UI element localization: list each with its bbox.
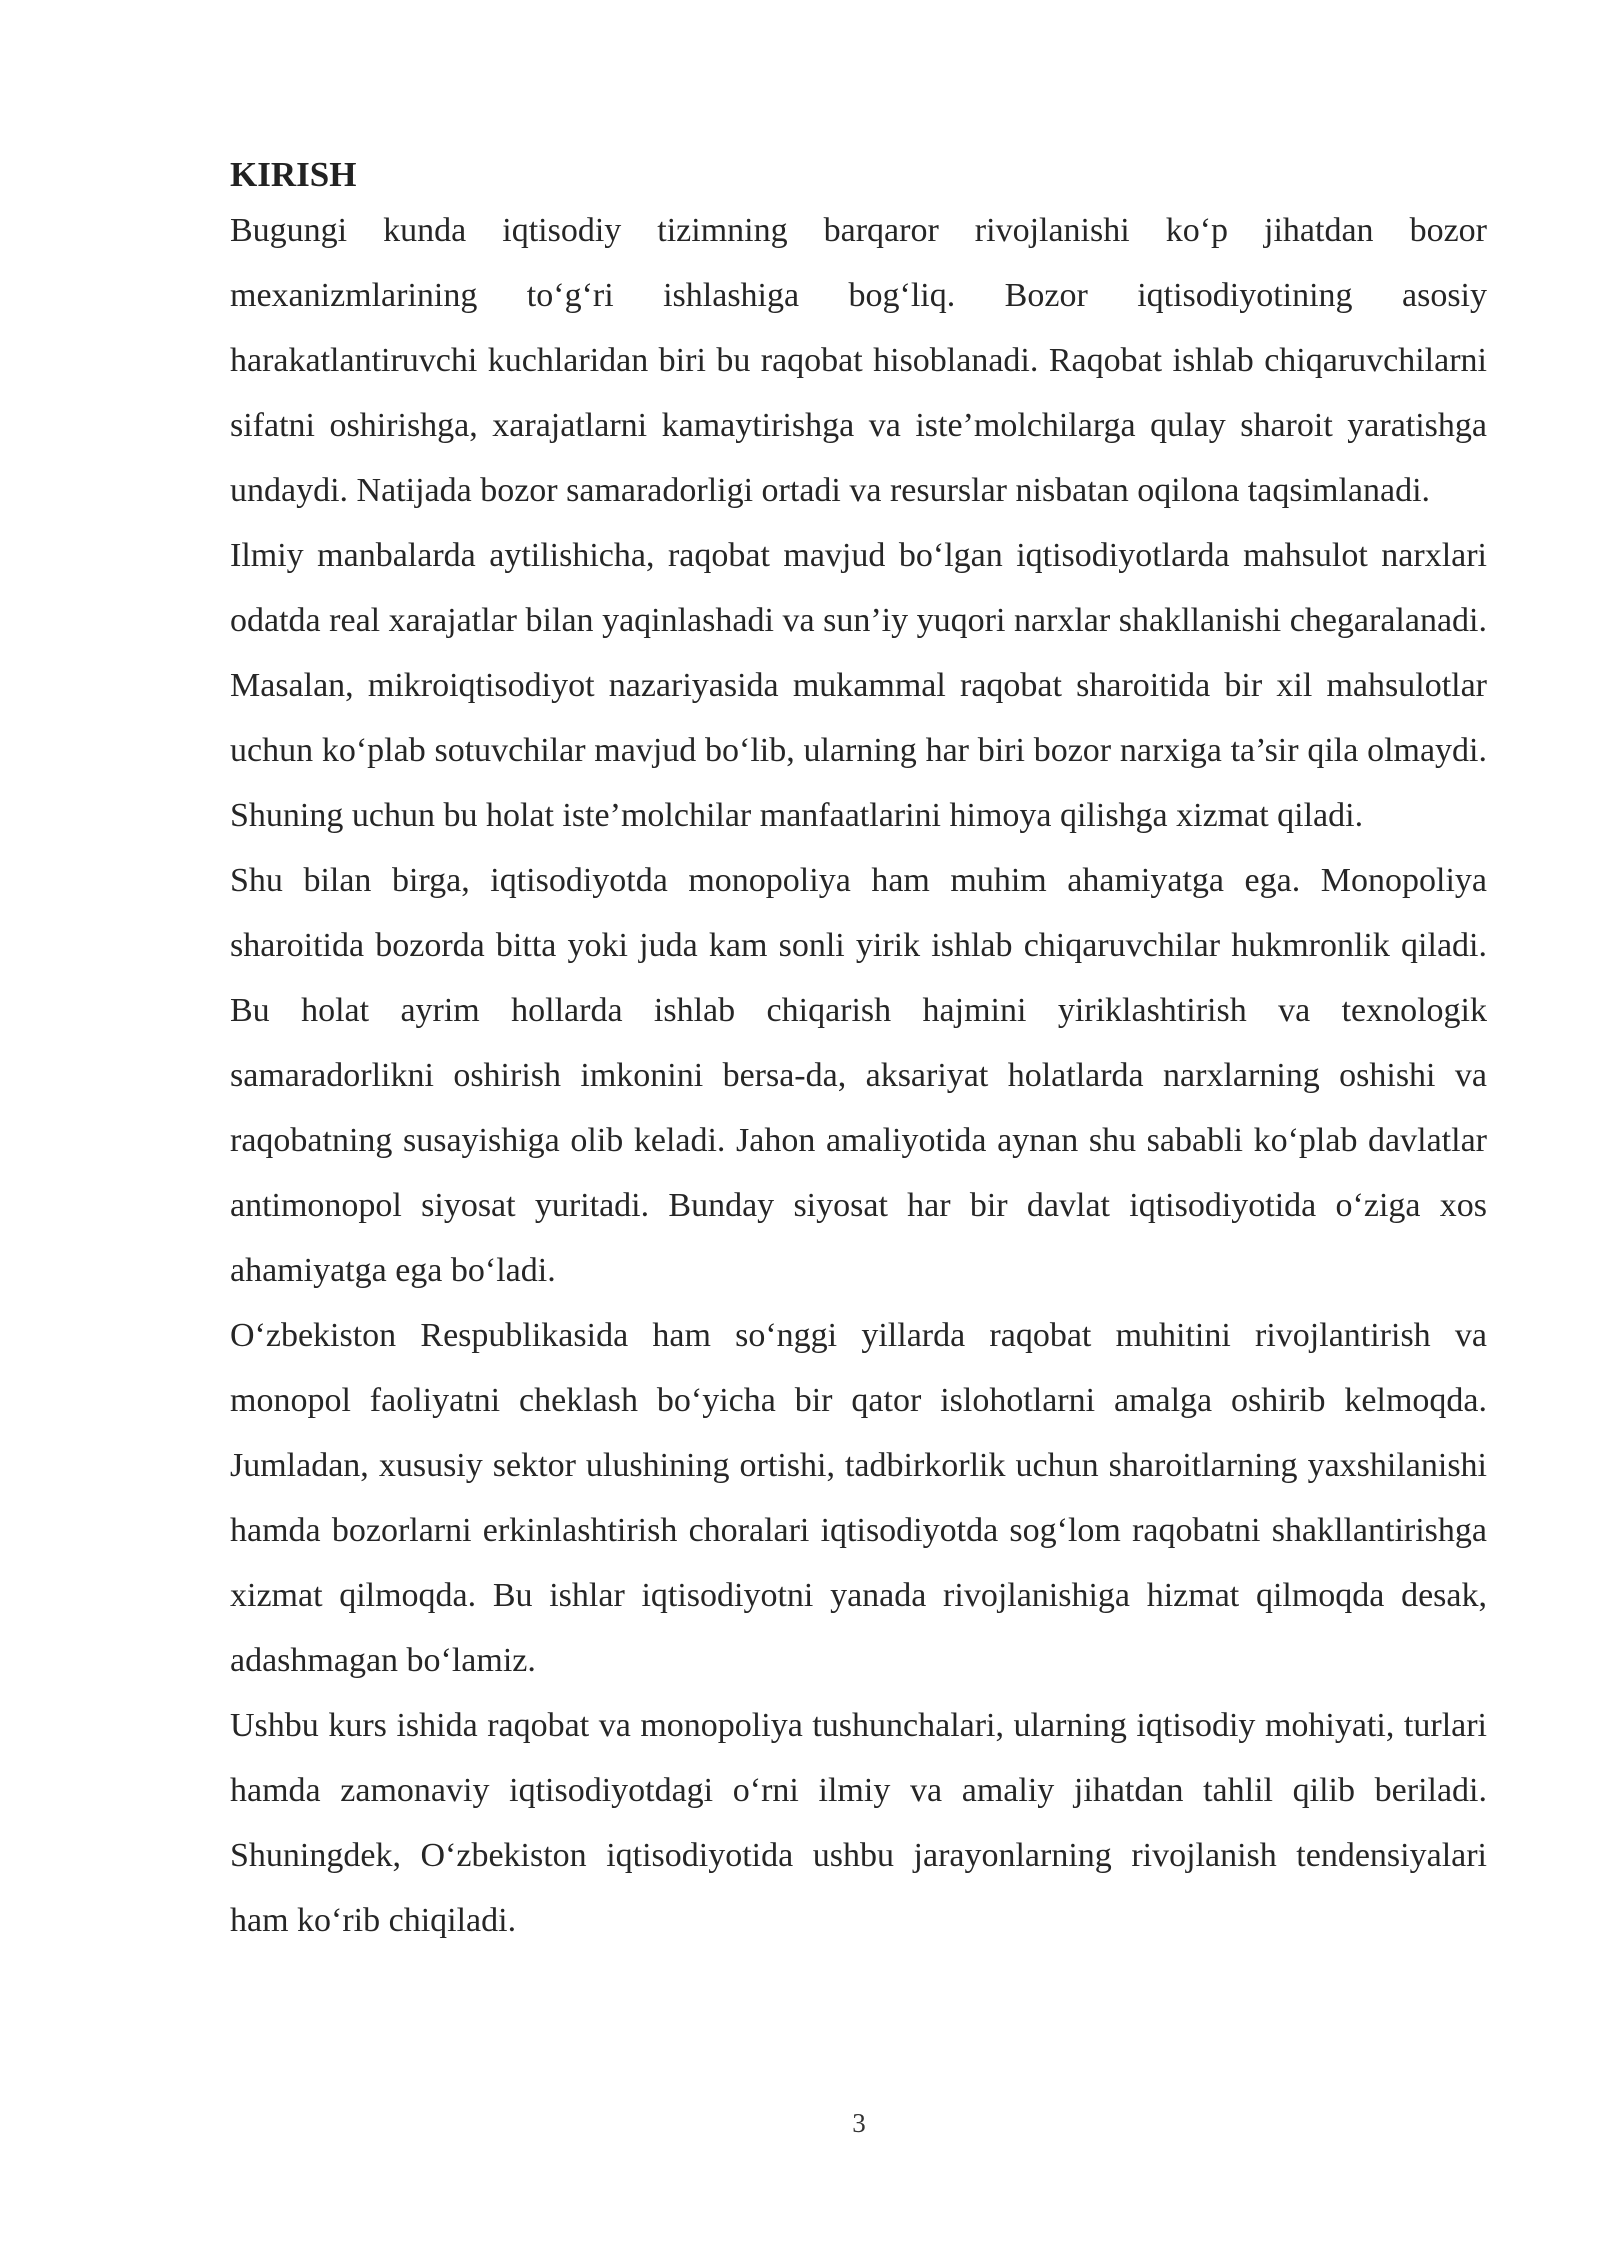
paragraph-monopoly: Shu bilan birga, iqtisodiyotda monopoliya ham muhim ahamiyatga ega. Monopoliya sharoitida bozorda bitta yoki juda kam sonli yirik ishlab chiqaruvchilar hukmronlik qiladi. Bu holat ayrim hollarda ishlab chiqarish hajmini yiriklashtirish va texnologik samaradorlikni oshirish imkonini bersa-da, aksariyat holatlarda narxlarning oshishi va raqobatning susayishiga olib keladi. Jahon amaliyotida aynan shu sababli ko‘plab davlatlar antimonopol siyosat yuritadi. Bunday siyosat har bir davlat iqtisodiyotida o‘ziga xos ahamiyatga ega bo‘ladi. <box>230 862 1487 1289</box>
section-heading: KIRISH <box>230 155 357 194</box>
page-content <box>230 152 1487 1953</box>
page-number: 3 <box>852 2108 866 2138</box>
paragraph-course-work: Ushbu kurs ishida raqobat va monopoliya tushunchalari, ularning iqtisodiy mohiyati, turlari hamda zamonaviy iqtisodiyotdagi o‘rni ilmiy va amaliy jihatdan tahlil qilib beriladi. Shuningdek, O‘zbekiston iqtisodiyotida ushbu jarayonlarning rivojlanish tendensiyalari ham ko‘rib chiqiladi. <box>230 1707 1487 1939</box>
paragraph-uzbekistan: O‘zbekiston Respublikasida ham so‘nggi yillarda raqobat muhitini rivojlantirish va monopol faoliyatni cheklash bo‘yicha bir qator islohotlarni amalga oshirib kelmoqda. Jumladan, xususiy sektor ulushining ortishi, tadbirkorlik uchun sharoitlarning yaxshilanishi hamda bozorlarni erkinlashtirish choralari iqtisodiyotda sog‘lom raqobatni shakllantirishga xizmat qilmoqda. Bu ishlar iqtisodiyotni yanada rivojlanishiga hizmat qilmoqda desak, adashmagan bo‘lamiz. <box>230 1317 1487 1679</box>
paragraph-intro: Bugungi kunda iqtisodiy tizimning barqaror rivojlanishi ko‘p jihatdan bozor mexanizmlarining to‘g‘ri ishlashiga bog‘liq. Bozor iqtisodiyotining asosiy harakatlantiruvchi kuchlaridan biri bu raqobat hisoblanadi. Raqobat ishlab chiqaruvchilarni sifatni oshirishga, xarajatlarni kamaytirishga va iste’molchilarga qulay sharoit yaratishga undaydi. Natijada bozor samaradorligi ortadi va resurslar nisbatan oqilona taqsimlanadi. <box>230 212 1487 509</box>
paragraph-scientific-sources: Ilmiy manbalarda aytilishicha, raqobat mavjud bo‘lgan iqtisodiyotlarda mahsulot narxlari odatda real xarajatlar bilan yaqinlashadi va sun’iy yuqori narxlar shakllanishi chegaralanadi. Masalan, mikroiqtisodiyot nazariyasida mukammal raqobat sharoitida bir xil mahsulotlar uchun ko‘plab sotuvchilar mavjud bo‘lib, ularning har biri bozor narxiga ta’sir qila olmaydi. Shuning uchun bu holat iste’molchilar manfaatlarini himoya qilishga xizmat qiladi. <box>230 537 1487 834</box>
